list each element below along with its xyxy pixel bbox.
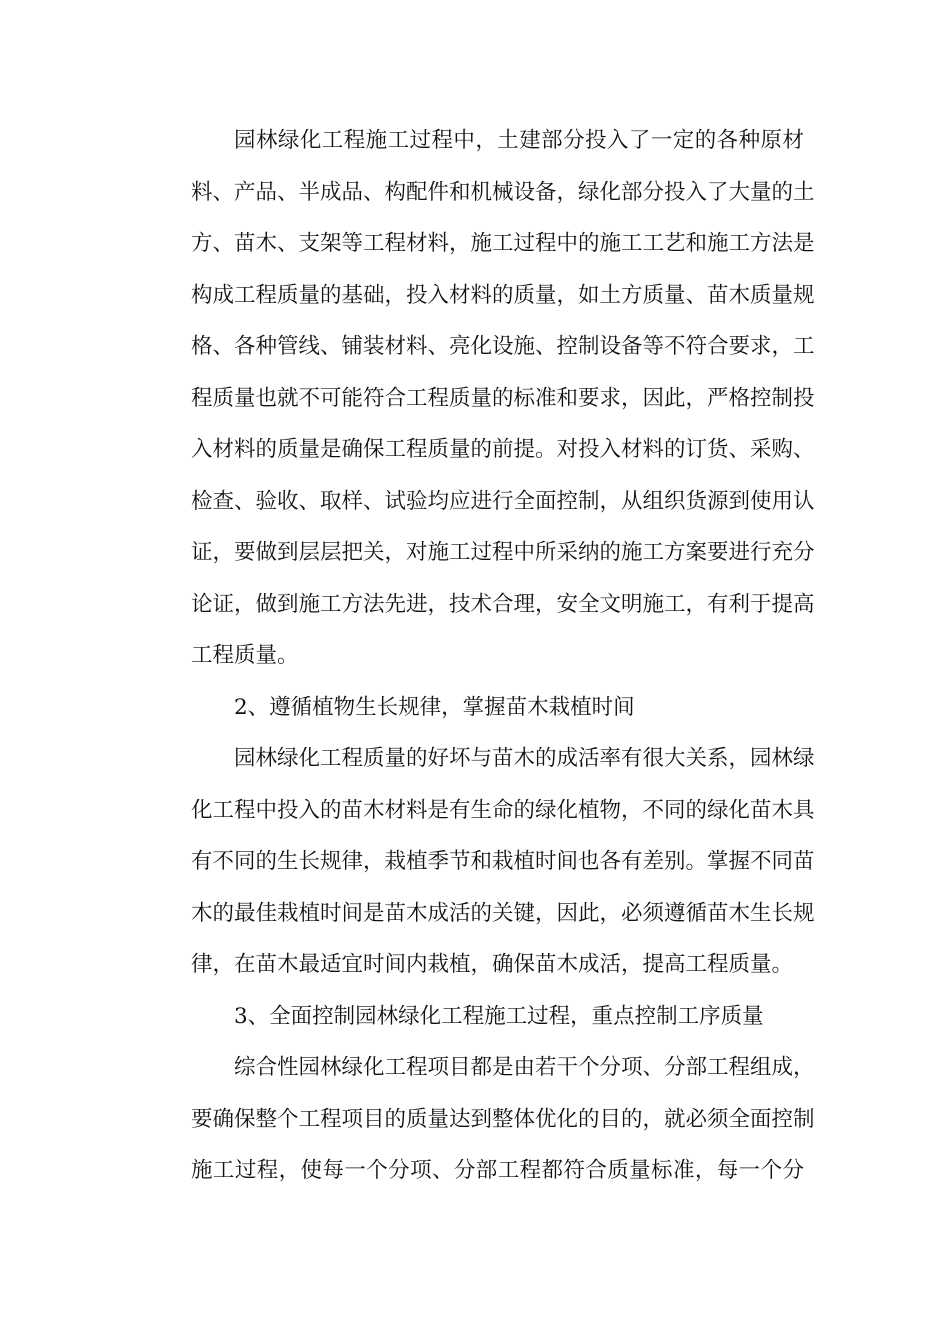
paragraph-process-control	[148, 1042, 815, 1197]
text-line: 程质量也就不可能符合工程质量的标准和要求，因此，严格控制投	[191, 385, 815, 411]
text-line: 化工程中投入的苗木材料是有生命的绿化植物，不同的绿化苗木具	[191, 797, 815, 823]
text-line: 方、苗木、支架等工程材料，施工过程中的施工工艺和施工方法是	[191, 231, 815, 256]
text-line: 园林绿化工程施工过程中，土建部分投入了一定的各种原材	[234, 128, 804, 153]
text-line: 料、产品、半成品、构配件和机械设备，绿化部分投入了大量的土	[191, 179, 815, 205]
text-line: 构成工程质量的基础，投入材料的质量，如土方质量、苗木质量规	[191, 282, 815, 308]
text-line: 要确保整个工程项目的质量达到整体优化的目的，就必须全面控制	[191, 1106, 815, 1132]
text-line: 工程质量。	[191, 643, 299, 668]
text-line: 有不同的生长规律，栽植季节和栽植时间也各有差别。掌握不同苗	[191, 849, 815, 874]
section-heading-2	[148, 682, 804, 734]
paragraph-planting-time	[148, 733, 815, 991]
text-line: 入材料的质量是确保工程质量的前提。对投入材料的订货、采购、	[191, 437, 815, 462]
text-line: 论证，做到施工方法先进，技术合理，安全文明施工，有利于提高	[191, 591, 815, 617]
text-line: 律，在苗木最适宜时间内栽植，确保苗木成活，提高工程质量。	[191, 952, 794, 977]
text-line: 检查、验收、取样、试验均应进行全面控制，从组织货源到使用认	[191, 488, 815, 514]
text-line: 园林绿化工程质量的好坏与苗木的成活率有很大关系，园林绿	[234, 746, 815, 771]
paragraph-material-quality	[148, 115, 815, 682]
heading-text: 3、全面控制园林绿化工程施工过程，重点控制工序质量	[234, 1003, 764, 1029]
text-line: 木的最佳栽植时间是苗木成活的关键，因此，必须遵循苗木生长规	[191, 900, 815, 926]
text-line: 格、各种管线、铺装材料、亮化设施、控制设备等不符合要求，工	[191, 334, 815, 359]
text-line: 综合性园林绿化工程项目都是由若干个分项、分部工程组成，	[234, 1055, 815, 1080]
document-body	[148, 115, 815, 1197]
text-line: 证，要做到层层把关，对施工过程中所采纳的施工方案要进行充分	[191, 540, 815, 565]
heading-text: 2、遵循植物生长规律，掌握苗木栽植时间	[234, 694, 635, 720]
text-line: 施工过程，使每一个分项、分部工程都符合质量标准，每一个分	[191, 1158, 804, 1183]
section-heading-3	[148, 991, 804, 1043]
